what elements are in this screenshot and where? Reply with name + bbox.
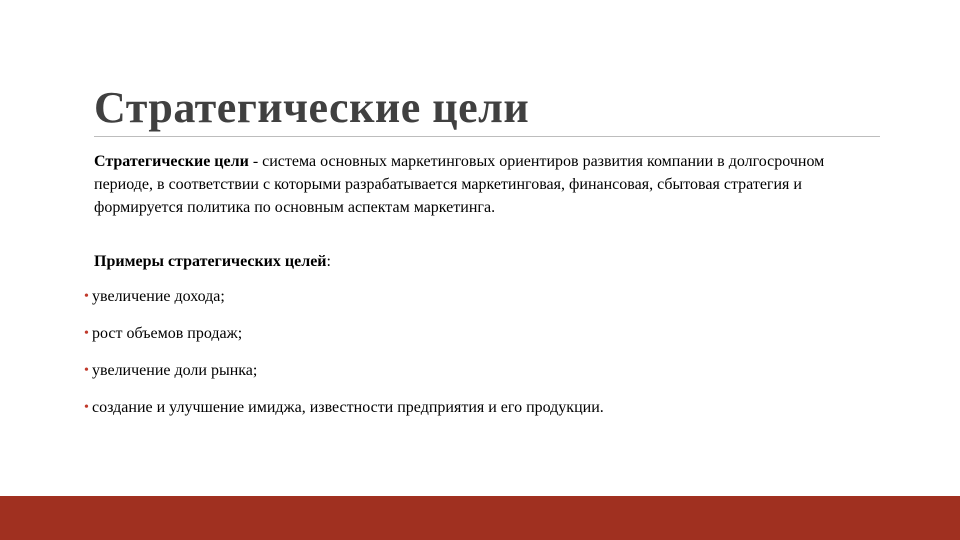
examples-heading-label: Примеры стратегических целей xyxy=(94,253,327,270)
examples-list xyxy=(84,285,884,433)
examples-heading xyxy=(94,250,331,273)
list-item-text: увеличение доли рынка; xyxy=(92,362,258,379)
bullet-icon: • xyxy=(84,363,89,378)
list-item-text: создание и улучшение имиджа, известности предприятия и его продукции. xyxy=(92,399,604,416)
list-item-text: увеличение дохода; xyxy=(92,288,225,305)
bullet-icon: • xyxy=(84,400,89,415)
bullet-icon: • xyxy=(84,326,89,341)
definition-term: Стратегические цели xyxy=(94,153,249,170)
footer-accent-bar xyxy=(0,496,960,540)
slide-title: Стратегические цели xyxy=(94,83,530,132)
list-item-text: рост объемов продаж; xyxy=(92,325,243,342)
list-item xyxy=(84,359,884,396)
definition-text: - система основных маркетинговых ориентиров развития компании в долгосрочном периоде, в соответствии с которыми разрабатывается маркетинговая, финансовая, сбытовая стратегия и формируется политика по основным аспектам маркетинга. xyxy=(94,153,825,216)
list-item xyxy=(84,285,884,322)
bullet-icon: • xyxy=(84,289,89,304)
list-item xyxy=(84,396,884,433)
definition-paragraph xyxy=(94,150,884,219)
title-divider xyxy=(94,136,880,137)
examples-heading-suffix: : xyxy=(326,253,331,270)
list-item xyxy=(84,322,884,359)
